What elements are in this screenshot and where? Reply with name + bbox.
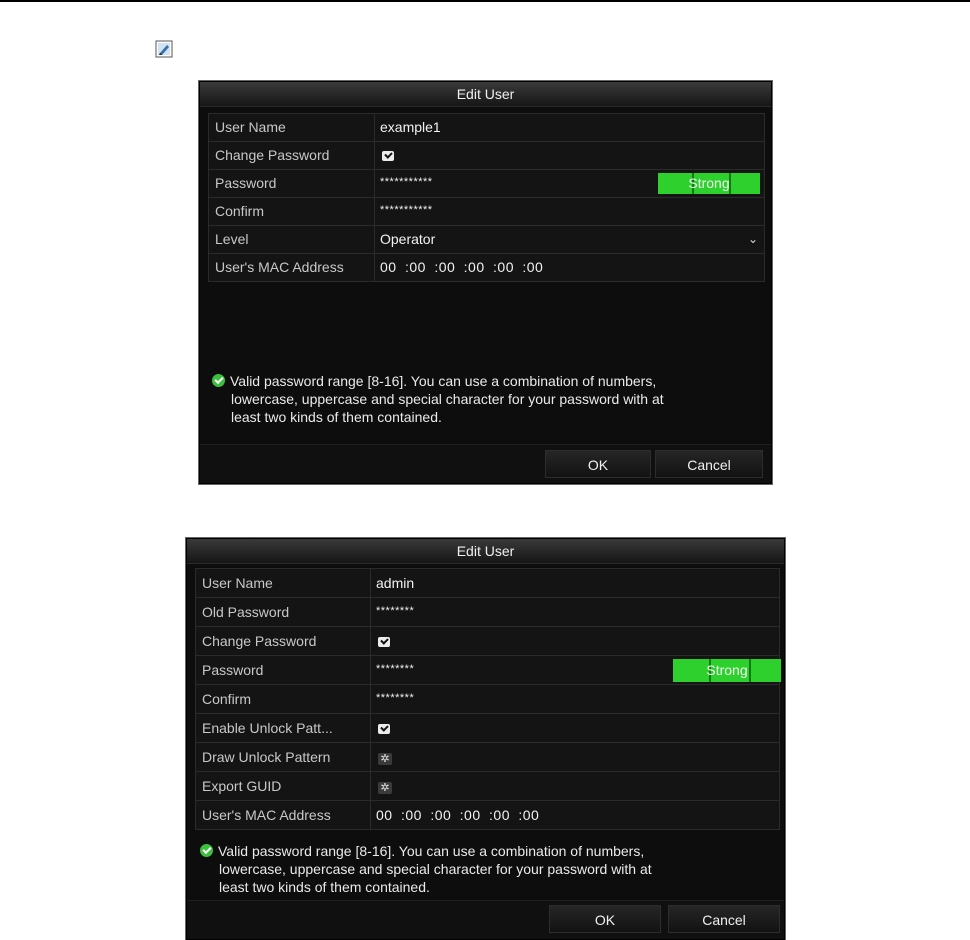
notice-line-1: Valid password range [8-16]. You can use a combination of numbers,: [230, 373, 657, 389]
password-label: Password: [209, 170, 375, 197]
level-select[interactable]: [375, 226, 764, 253]
password-notice: [212, 372, 742, 426]
mac-address-label: User's MAC Address: [196, 801, 371, 829]
export-guid-label: Export GUID: [196, 772, 371, 800]
level-label: Level: [209, 226, 375, 253]
change-password-checkbox[interactable]: [378, 637, 390, 647]
change-password-label: Change Password: [209, 142, 375, 169]
page-top-rule: [0, 0, 970, 2]
change-password-label: Change Password: [196, 627, 371, 655]
edit-icon[interactable]: [155, 40, 173, 58]
row-change-password: [195, 626, 780, 656]
dialog-footer: [200, 444, 771, 483]
confirm-value: ***********: [380, 204, 433, 216]
old-password-label: Old Password: [196, 598, 371, 626]
password-strength-bar: [673, 659, 781, 682]
confirm-label: Confirm: [209, 198, 375, 225]
edit-user-dialog-1: [199, 81, 772, 484]
user-name-label: User Name: [209, 114, 375, 141]
check-circle-icon: [200, 844, 213, 857]
row-confirm: [208, 197, 765, 226]
password-strength-bar: [658, 173, 760, 194]
mac-address-label: User's MAC Address: [209, 254, 375, 281]
form-rows: [208, 114, 765, 282]
user-name-label: User Name: [196, 569, 371, 597]
notice-line-1: Valid password range [8-16]. You can use a combination of numbers,: [218, 843, 645, 859]
old-password-field[interactable]: [371, 598, 779, 626]
row-user-name: [195, 568, 780, 598]
change-password-checkbox[interactable]: [382, 151, 394, 161]
row-password: [195, 655, 780, 685]
form-rows: [195, 569, 780, 830]
password-field[interactable]: [371, 656, 779, 684]
draw-unlock-pattern-label: Draw Unlock Pattern: [196, 743, 371, 771]
dialog-footer: [187, 900, 784, 939]
old-password-value: ********: [376, 605, 415, 617]
row-enable-unlock-pattern: [195, 713, 780, 743]
password-field[interactable]: [375, 170, 764, 197]
check-circle-icon: [212, 374, 225, 387]
dialog-title: Edit User: [200, 82, 771, 107]
password-value: ***********: [380, 176, 433, 188]
dialog-title: Edit User: [187, 539, 784, 564]
user-name-field[interactable]: example1: [380, 119, 441, 135]
level-value: Operator: [380, 231, 436, 247]
mac-address-field[interactable]: 00 :00 :00 :00 :00 :00: [380, 259, 544, 275]
confirm-value: ********: [376, 692, 415, 704]
password-notice: [200, 842, 760, 896]
row-user-name: [208, 113, 765, 142]
confirm-field[interactable]: [375, 198, 764, 225]
notice-line-3: least two kinds of them contained.: [231, 409, 442, 425]
row-confirm: [195, 684, 780, 714]
cancel-button[interactable]: Cancel: [655, 450, 763, 478]
ok-button[interactable]: OK: [545, 450, 651, 478]
row-level: [208, 225, 765, 254]
password-value: ********: [376, 663, 415, 675]
password-strength-label: Strong: [688, 175, 730, 191]
confirm-label: Confirm: [196, 685, 371, 713]
enable-unlock-pattern-label: Enable Unlock Patt...: [196, 714, 371, 742]
chevron-down-icon: ⌄: [747, 232, 758, 246]
gear-icon[interactable]: ✲: [378, 782, 392, 794]
ok-button[interactable]: OK: [549, 905, 661, 933]
row-password: [208, 169, 765, 198]
row-change-password: [208, 141, 765, 170]
enable-unlock-pattern-checkbox[interactable]: [378, 724, 390, 734]
edit-user-dialog-2: [186, 538, 785, 940]
password-strength-label: Strong: [706, 662, 748, 678]
notice-line-2: lowercase, uppercase and special character for your password with at: [219, 861, 652, 877]
confirm-field[interactable]: [371, 685, 779, 713]
notice-line-2: lowercase, uppercase and special character for your password with at: [231, 391, 664, 407]
notice-line-3: least two kinds of them contained.: [219, 879, 430, 895]
password-label: Password: [196, 656, 371, 684]
gear-icon[interactable]: ✲: [378, 753, 392, 765]
user-name-field[interactable]: admin: [376, 575, 415, 591]
row-draw-unlock-pattern: [195, 742, 780, 772]
cancel-button[interactable]: Cancel: [668, 905, 780, 933]
row-old-password: [195, 597, 780, 627]
row-export-guid: [195, 771, 780, 801]
row-mac-address: [208, 253, 765, 282]
mac-address-field[interactable]: 00 :00 :00 :00 :00 :00: [376, 807, 540, 823]
row-mac-address: [195, 800, 780, 830]
